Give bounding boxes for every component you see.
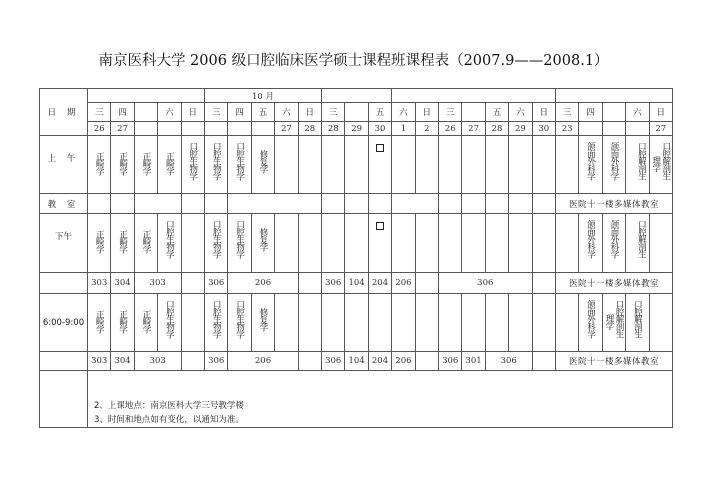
- page-title: 南京医科大学 2006 级口腔临床医学硕士课程班课程表（2007.9——2008.1）: [98, 53, 609, 69]
- weekday-cell: 五: [368, 103, 391, 122]
- date-cell: 29: [509, 122, 532, 136]
- course-cell: [345, 136, 368, 194]
- date-cell: [158, 122, 181, 136]
- afternoon-row: [40, 214, 673, 273]
- table-cell: [392, 194, 439, 214]
- table-cell: [298, 352, 321, 371]
- weekday-cell: 三: [322, 103, 345, 122]
- course-cell: [649, 214, 672, 273]
- date-cell: [134, 122, 157, 136]
- course-name: 正畸学: [94, 230, 105, 253]
- room-cell: 304: [111, 273, 134, 294]
- course-cell: [485, 214, 508, 273]
- date-cell: 27: [649, 122, 672, 136]
- room-cell: 206: [228, 273, 298, 294]
- course-name: 口腔解剖生: [613, 300, 624, 338]
- course-name: 修复学: [257, 308, 268, 331]
- course-name: 颌面外科学: [608, 220, 619, 258]
- course-cell: [462, 294, 485, 352]
- course-cell: [555, 294, 578, 352]
- date-cell: 30: [368, 122, 391, 136]
- weekday-cell: 日: [649, 103, 672, 122]
- course-cell: [275, 136, 298, 194]
- weekday-cell: 三: [88, 103, 111, 122]
- weekday-cell: 三: [555, 103, 578, 122]
- date-cell: [205, 122, 228, 136]
- placeholder-box-icon: [376, 222, 384, 230]
- course-cell: [88, 136, 111, 194]
- table-cell: [415, 273, 438, 294]
- table-cell: [181, 194, 204, 214]
- table-cell: [509, 194, 532, 214]
- course-name: 正畸学: [94, 310, 105, 333]
- room-cell: 304: [111, 352, 134, 371]
- room-cell-hospital: 医院十一楼多媒体教室: [555, 352, 672, 371]
- course-cell: [205, 294, 228, 352]
- weekday-cell: 五: [251, 103, 274, 122]
- course-cell: [134, 214, 157, 273]
- date-cell: 2: [415, 122, 438, 136]
- course-name: 颌面外科学: [585, 300, 596, 338]
- course-cell: [158, 136, 181, 194]
- table-cell: [134, 194, 181, 214]
- course-name: 正畸学: [117, 152, 128, 175]
- room-cell: 303: [134, 352, 181, 371]
- course-cell: [134, 294, 157, 352]
- room-cell: 301: [462, 352, 485, 371]
- course-cell: [485, 294, 508, 352]
- course-name: 口腔生物学: [234, 142, 245, 180]
- date-cell: 23: [555, 122, 578, 136]
- table-cell: [439, 194, 462, 214]
- course-cell: [626, 294, 649, 352]
- course-cell: [322, 214, 345, 273]
- room-cell: 303: [134, 273, 181, 294]
- course-name: 口腔生物学: [234, 300, 245, 338]
- date-label: 日 期: [40, 89, 88, 136]
- course-cell: [181, 294, 204, 352]
- table-cell: [111, 194, 134, 214]
- course-cell: [228, 214, 251, 273]
- date-cell: [251, 122, 274, 136]
- course-name: 正畸学: [140, 230, 151, 253]
- table-cell: [181, 352, 204, 371]
- course-cell: [298, 214, 321, 273]
- course-name: 正畸学: [94, 152, 105, 175]
- course-cell: [532, 294, 555, 352]
- room-cell: 306: [322, 352, 345, 371]
- room-cell: 204: [368, 273, 391, 294]
- month-group-3: [322, 89, 392, 103]
- course-cell: [228, 294, 251, 352]
- date-cell: 26: [88, 122, 111, 136]
- course-cell: [415, 214, 438, 273]
- room-cell: 206: [392, 273, 415, 294]
- weekday-cell: [345, 103, 368, 122]
- date-cell: 27: [111, 122, 134, 136]
- course-cell: [368, 136, 391, 194]
- month-group-4: [392, 89, 556, 103]
- course-cell: [579, 294, 602, 352]
- morning-label: 上 午: [40, 136, 88, 194]
- course-name: 颌面外科学: [608, 142, 619, 180]
- weekday-cell: 六: [275, 103, 298, 122]
- course-cell: [485, 136, 508, 194]
- date-cell: 29: [345, 122, 368, 136]
- weekday-cell: 四: [579, 103, 602, 122]
- course-cell: [251, 136, 274, 194]
- table-cell: [40, 371, 88, 428]
- course-name: 正畸学: [117, 230, 128, 253]
- note-line-3: 3、时间和地点如有变化，以通知为准。: [94, 415, 244, 425]
- note-line-2: 2、上课地点：南京医科大学三号教学楼: [94, 401, 244, 411]
- weekday-cell: 五: [485, 103, 508, 122]
- weekday-cell: 三: [205, 103, 228, 122]
- afternoon-rooms-row: [40, 273, 673, 294]
- date-cell: [579, 122, 602, 136]
- date-cell: [181, 122, 204, 136]
- table-cell: [368, 194, 391, 214]
- notes-cell: [88, 371, 673, 428]
- month-group-2: 10 月: [205, 89, 322, 103]
- course-cell: [88, 214, 111, 273]
- course-cell: [532, 214, 555, 273]
- course-cell: [509, 214, 532, 273]
- course-cell: [392, 136, 415, 194]
- month-row: [40, 89, 673, 103]
- course-cell: [415, 136, 438, 194]
- course-cell: [228, 136, 251, 194]
- course-cell: [368, 294, 391, 352]
- course-cell: [158, 294, 181, 352]
- table-cell: [485, 194, 508, 214]
- course-cell: [275, 294, 298, 352]
- classroom-hospital: 医院十一楼多媒体教室: [555, 194, 672, 214]
- notes-row: [40, 371, 673, 428]
- afternoon-label: 下午: [40, 214, 88, 273]
- course-name: 口腔生物学: [211, 220, 222, 258]
- course-cell: [134, 136, 157, 194]
- morning-row: [40, 136, 673, 194]
- course-cell: [555, 214, 578, 273]
- date-cell: 26: [439, 122, 462, 136]
- course-name: 口腔生物学: [211, 142, 222, 180]
- course-cell: [322, 294, 345, 352]
- course-cell: [415, 294, 438, 352]
- weekday-cell: 日: [532, 103, 555, 122]
- weekday-cell: [134, 103, 157, 122]
- course-cell: [205, 136, 228, 194]
- evening-row: [40, 294, 673, 352]
- date-cell: 28: [322, 122, 345, 136]
- room-cell: 204: [368, 352, 391, 371]
- course-cell: [602, 294, 625, 352]
- course-cell: [322, 136, 345, 194]
- date-cell: 28: [298, 122, 321, 136]
- course-cell: [439, 214, 462, 273]
- placeholder-box-icon: [376, 144, 384, 152]
- table-cell: [88, 194, 111, 214]
- course-cell: [555, 136, 578, 194]
- table-cell: [532, 273, 555, 294]
- course-name: 正畸学: [140, 310, 151, 333]
- table-cell: [205, 194, 228, 214]
- room-cell: 303: [88, 273, 111, 294]
- table-cell: [345, 194, 368, 214]
- table-cell: [40, 273, 88, 294]
- weekday-cell: 日: [298, 103, 321, 122]
- course-name: 颌面外科学: [585, 220, 596, 258]
- date-cell: 30: [532, 122, 555, 136]
- room-cell-hospital: 医院十一楼多媒体教室: [555, 273, 672, 294]
- room-cell: 303: [88, 352, 111, 371]
- room-cell: 306: [205, 352, 228, 371]
- course-cell: [532, 136, 555, 194]
- course-name-continued: 理学: [650, 156, 661, 171]
- course-cell: [626, 136, 649, 194]
- date-cell: 27: [275, 122, 298, 136]
- table-cell: [462, 194, 485, 214]
- weekday-cell: 六: [392, 103, 415, 122]
- course-name: 颌面外科学: [585, 142, 596, 180]
- course-cell: [251, 214, 274, 273]
- course-cell: [111, 136, 134, 194]
- date-cell: 1: [392, 122, 415, 136]
- course-name: 修复学: [257, 150, 268, 173]
- course-name: 口腔解剖生: [632, 300, 643, 338]
- date-cell: 28: [485, 122, 508, 136]
- month-group-5: [555, 89, 672, 103]
- course-cell: [649, 294, 672, 352]
- course-cell: [88, 294, 111, 352]
- weekday-cell: 六: [509, 103, 532, 122]
- month-group-1: [88, 89, 205, 103]
- course-cell: [462, 136, 485, 194]
- course-cell: [462, 214, 485, 273]
- course-name: 口腔生物学: [211, 300, 222, 338]
- room-cell: 306: [485, 352, 532, 371]
- date-cell: [602, 122, 625, 136]
- course-cell: [626, 214, 649, 273]
- course-name: 口腔生物学: [164, 220, 175, 258]
- course-cell: [579, 136, 602, 194]
- course-cell: [251, 294, 274, 352]
- evening-rooms-row: [40, 352, 673, 371]
- course-cell: [392, 214, 415, 273]
- course-name: 口腔生物学: [164, 300, 175, 338]
- course-name: 修复学: [257, 228, 268, 251]
- course-cell: [275, 214, 298, 273]
- table-cell: [181, 273, 204, 294]
- course-cell: [205, 214, 228, 273]
- course-cell: [649, 136, 672, 194]
- course-cell: [602, 214, 625, 273]
- date-cell: [228, 122, 251, 136]
- weekday-cell: 四: [228, 103, 251, 122]
- table-cell: [228, 194, 322, 214]
- course-name: 口腔解剖生: [660, 142, 671, 180]
- room-cell: 104: [345, 273, 368, 294]
- weekday-cell: 日: [415, 103, 438, 122]
- room-cell: 306: [322, 273, 345, 294]
- course-name: 口腔解剖生: [636, 220, 647, 258]
- schedule-table: [39, 88, 673, 428]
- course-cell: [298, 136, 321, 194]
- weekday-cell: 六: [626, 103, 649, 122]
- course-cell: [392, 294, 415, 352]
- date-row: [40, 122, 673, 136]
- classroom-label: 教 室: [40, 194, 88, 214]
- course-name: 口腔生物学: [187, 142, 198, 180]
- weekday-cell: [462, 103, 485, 122]
- room-cell: 206: [228, 352, 298, 371]
- table-cell: [532, 352, 555, 371]
- classroom-row: [40, 194, 673, 214]
- course-cell: [439, 136, 462, 194]
- course-cell: [509, 136, 532, 194]
- table-cell: [298, 273, 321, 294]
- table-cell: [415, 352, 438, 371]
- course-cell: [439, 294, 462, 352]
- weekday-cell: 四: [111, 103, 134, 122]
- room-cell: 306: [439, 352, 462, 371]
- course-cell: [345, 214, 368, 273]
- room-cell: 306: [439, 273, 533, 294]
- course-cell: [345, 294, 368, 352]
- weekday-cell: 三: [439, 103, 462, 122]
- weekday-cell: 六: [158, 103, 181, 122]
- table-cell: [532, 194, 555, 214]
- course-cell: [181, 214, 204, 273]
- room-cell: 206: [392, 352, 415, 371]
- weekday-cell: 日: [181, 103, 204, 122]
- table-cell: [322, 194, 345, 214]
- course-cell: [111, 214, 134, 273]
- course-name: 口腔解剖生: [636, 142, 647, 180]
- course-cell: [298, 294, 321, 352]
- course-name: 正畸学: [164, 152, 175, 175]
- course-name: 正畸学: [140, 152, 151, 175]
- course-name: 口腔生物学: [234, 220, 245, 258]
- course-name-continued: 理学: [603, 314, 614, 329]
- course-cell: [509, 294, 532, 352]
- course-cell: [111, 294, 134, 352]
- room-cell: 306: [205, 273, 228, 294]
- date-cell: [626, 122, 649, 136]
- course-cell: [602, 136, 625, 194]
- evening-label: 6:00-9:00: [40, 294, 88, 352]
- course-cell: [368, 214, 391, 273]
- weekday-cell: [602, 103, 625, 122]
- course-cell: [181, 136, 204, 194]
- course-name: 正畸学: [117, 310, 128, 333]
- weekday-row: [40, 103, 673, 122]
- room-cell: 104: [345, 352, 368, 371]
- table-cell: [40, 352, 88, 371]
- course-cell: [158, 214, 181, 273]
- date-cell: 27: [462, 122, 485, 136]
- course-cell: [579, 214, 602, 273]
